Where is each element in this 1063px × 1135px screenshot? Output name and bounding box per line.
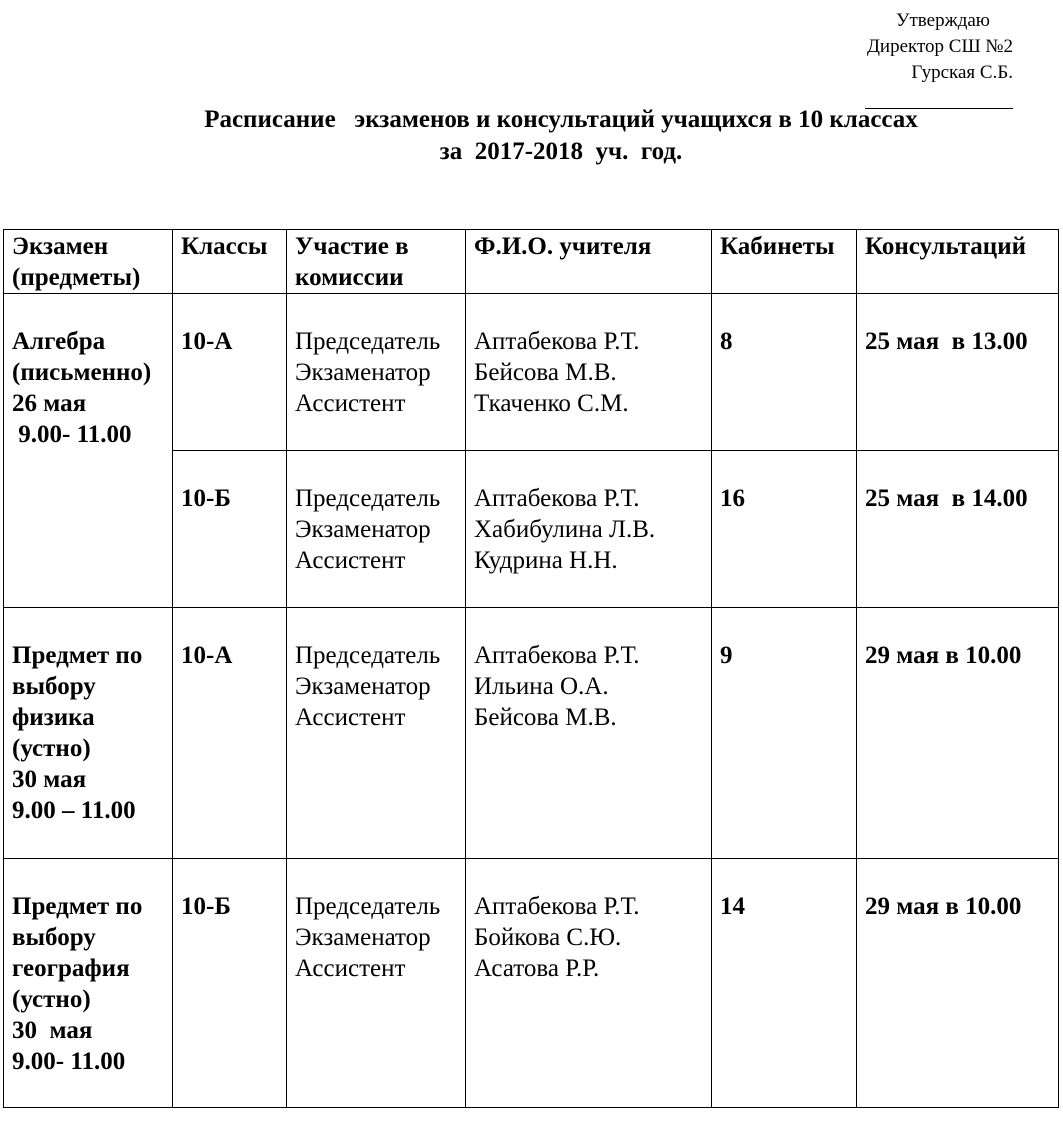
- header-exam: Экзамен (предметы): [4, 230, 173, 294]
- table-row: [4, 608, 1059, 859]
- approval-position: Директор СШ №2: [866, 36, 1013, 57]
- teachers-cell: Аптабекова Р.Т. Хабибулина Л.В. Кудрина Н.Н.: [466, 451, 712, 608]
- roles-cell: Председатель Экзаменатор Ассистент: [287, 294, 466, 451]
- approval-name: Гурская С.Б.: [911, 62, 1013, 83]
- consultation-cell: 29 мая в 10.00: [857, 608, 1059, 859]
- exam-subject-cell: Алгебра (письменно) 26 мая 9.00- 11.00: [4, 294, 173, 608]
- table-header-row: [4, 230, 1059, 294]
- approval-block: [865, 8, 1013, 109]
- exam-subject-cell: Предмет по выбору физика (устно) 30 мая 9.00 – 11.00: [4, 608, 173, 859]
- teachers-cell: Аптабекова Р.Т. Бойкова С.Ю. Асатова Р.Р.: [466, 859, 712, 1108]
- teachers-cell: Аптабекова Р.Т. Бейсова М.В. Ткаченко С.М.: [466, 294, 712, 451]
- class-cell: 10-Б: [173, 859, 287, 1108]
- document-title: [0, 104, 1063, 168]
- class-cell: 10-А: [173, 608, 287, 859]
- approval-label: Утверждаю: [896, 10, 990, 31]
- room-cell: 14: [712, 859, 857, 1108]
- roles-cell: Председатель Экзаменатор Ассистент: [287, 608, 466, 859]
- roles-cell: Председатель Экзаменатор Ассистент: [287, 859, 466, 1108]
- room-cell: 9: [712, 608, 857, 859]
- table-row: [4, 859, 1059, 1108]
- consultation-cell: 25 мая в 13.00: [857, 294, 1059, 451]
- header-consultations: Консультаций: [857, 230, 1059, 294]
- header-commission: Участие в комиссии: [287, 230, 466, 294]
- title-line-2: за 2017-2018 уч. год.: [439, 138, 683, 165]
- header-teacher: Ф.И.О. учителя: [466, 230, 712, 294]
- table-row: [4, 294, 1059, 451]
- class-cell: 10-А: [173, 294, 287, 451]
- roles-cell: Председатель Экзаменатор Ассистент: [287, 451, 466, 608]
- exam-subject-cell: Предмет по выбору география (устно) 30 мая 9.00- 11.00: [4, 859, 173, 1108]
- exam-schedule-table: [3, 229, 1059, 1108]
- consultation-cell: 25 мая в 14.00: [857, 451, 1059, 608]
- header-rooms: Кабинеты: [712, 230, 857, 294]
- consultation-cell: 29 мая в 10.00: [857, 859, 1059, 1108]
- teachers-cell: Аптабекова Р.Т. Ильина О.А. Бейсова М.В.: [466, 608, 712, 859]
- room-cell: 8: [712, 294, 857, 451]
- room-cell: 16: [712, 451, 857, 608]
- header-classes: Классы: [173, 230, 287, 294]
- class-cell: 10-Б: [173, 451, 287, 608]
- title-line-1: Расписание экзаменов и консультаций учащихся в 10 классах: [204, 106, 918, 133]
